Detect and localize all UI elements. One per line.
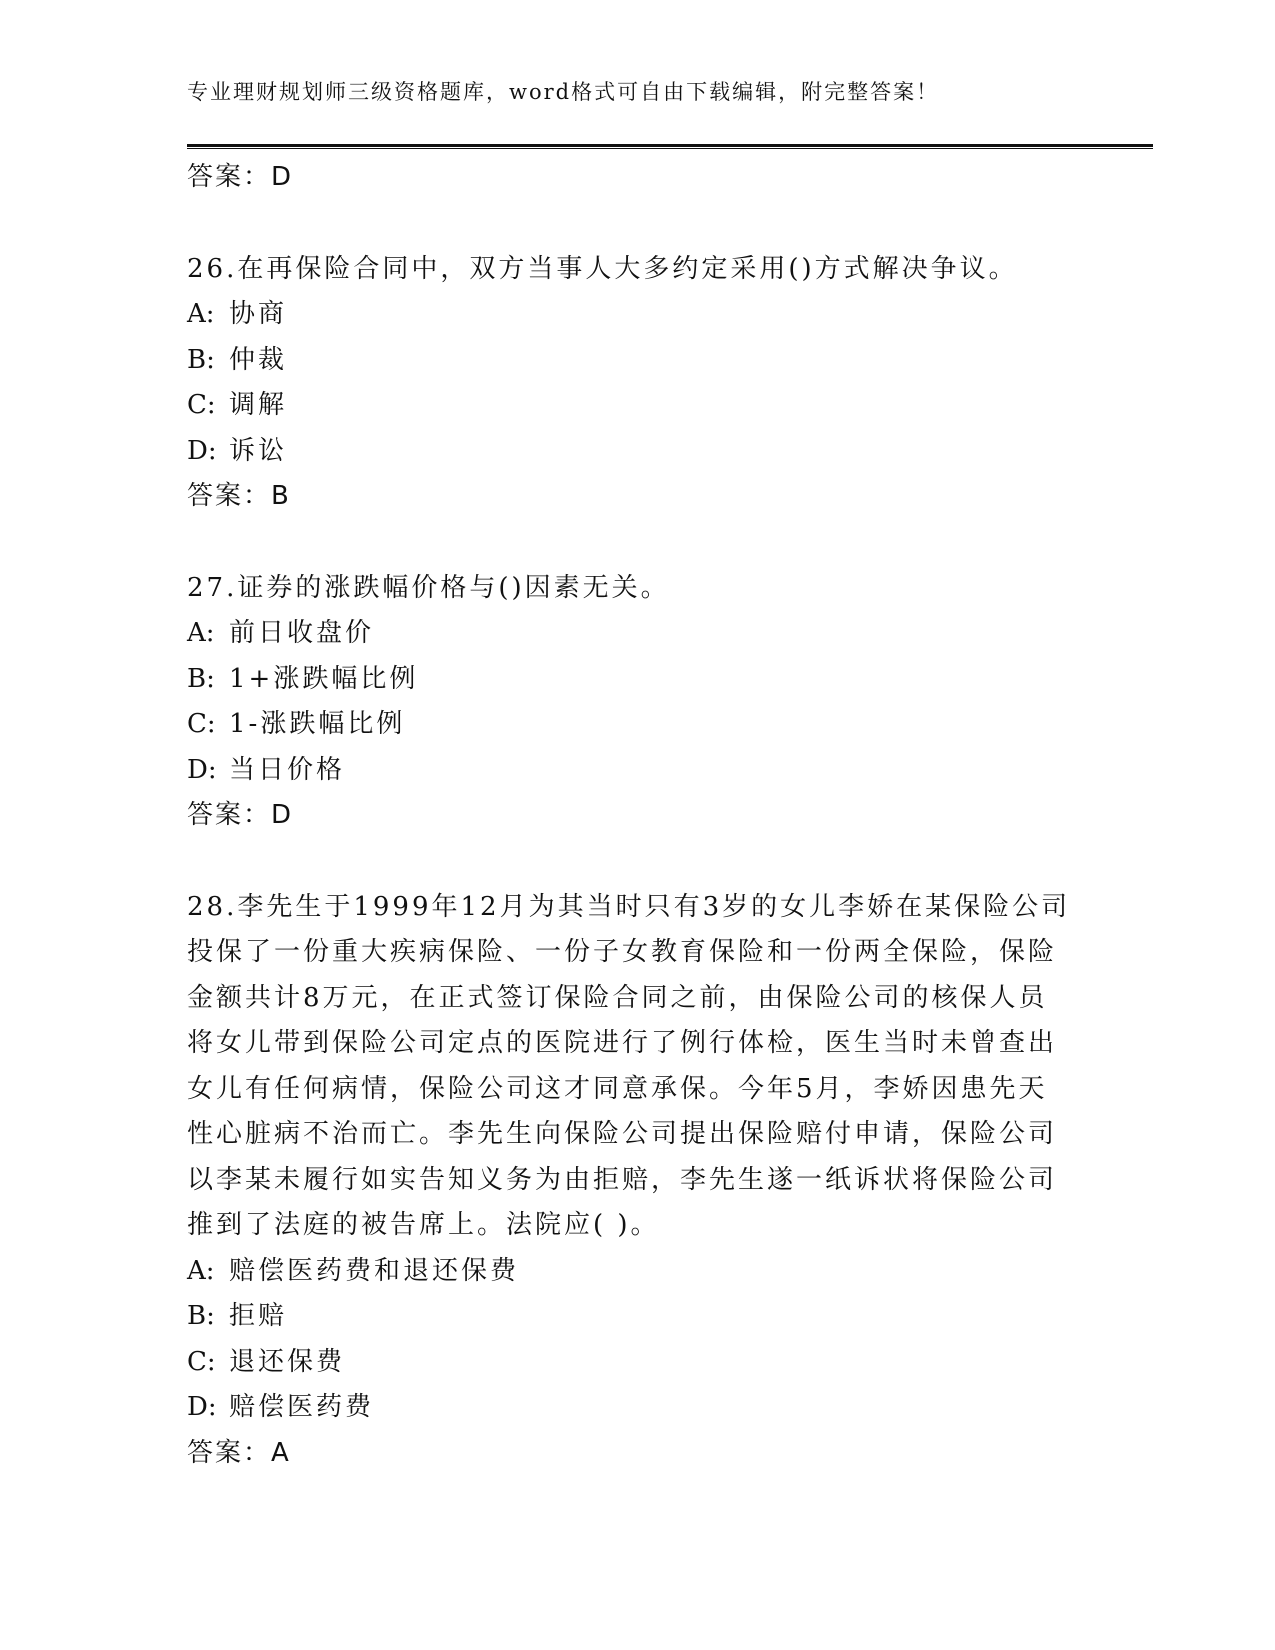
option-c bbox=[187, 383, 1087, 429]
option-c bbox=[187, 702, 1087, 748]
option-a bbox=[187, 292, 1087, 338]
option-a bbox=[187, 611, 1087, 657]
previous-answer: 答案：D bbox=[187, 162, 294, 192]
header-divider bbox=[187, 144, 1153, 149]
option-letter: C: bbox=[187, 390, 216, 420]
question-stem: 性心脏病不治而亡。李先生向保险公司提出保险赔付申请，保险公司 bbox=[187, 1119, 1058, 1149]
option-b bbox=[187, 657, 1087, 703]
option-text: 诉讼 bbox=[229, 435, 288, 466]
question-stem: 投保了一份重大疾病保险、一份子女教育保险和一份两全保险，保险 bbox=[187, 937, 1058, 967]
option-letter: B: bbox=[187, 1301, 215, 1331]
question-stem: 推到了法庭的被告席上。法院应( )。 bbox=[187, 1210, 660, 1240]
option-text: 仲裁 bbox=[229, 344, 288, 375]
answer-line: 答案：B bbox=[187, 481, 291, 511]
question-26 bbox=[187, 247, 1087, 520]
option-text: 退还保费 bbox=[229, 1346, 346, 1377]
question-27 bbox=[187, 566, 1087, 839]
option-text: 拒赔 bbox=[229, 1301, 288, 1331]
option-c bbox=[187, 1340, 1087, 1386]
option-letter: C: bbox=[187, 709, 216, 739]
option-letter: B: bbox=[187, 344, 215, 375]
option-letter: D: bbox=[187, 435, 217, 466]
answer-line: 答案：D bbox=[187, 800, 294, 830]
option-letter: D: bbox=[187, 1392, 217, 1422]
question-stem: 以李某未履行如实告知义务为由拒赔，李先生遂一纸诉状将保险公司 bbox=[187, 1164, 1058, 1195]
question-stem: 将女儿带到保险公司定点的医院进行了例行体检，医生当时未曾查出 bbox=[187, 1028, 1058, 1058]
option-letter: C: bbox=[187, 1346, 216, 1377]
option-text: 调解 bbox=[229, 390, 288, 420]
option-d bbox=[187, 429, 1087, 475]
option-a bbox=[187, 1249, 1087, 1295]
option-d bbox=[187, 748, 1087, 794]
option-letter: A: bbox=[187, 618, 215, 648]
option-text: 协商 bbox=[229, 299, 288, 329]
option-text: 赔偿医药费 bbox=[229, 1392, 375, 1422]
option-text: 前日收盘价 bbox=[229, 618, 375, 648]
question-stem: 27.证券的涨跌幅价格与()因素无关。 bbox=[187, 572, 670, 603]
question-stem: 金额共计8万元，在正式签订保险合同之前，由保险公司的核保人员 bbox=[187, 982, 1048, 1013]
option-text: 1-涨跌幅比例 bbox=[229, 709, 406, 739]
option-text: 赔偿医药费和退还保费 bbox=[229, 1255, 520, 1286]
option-text: 1+涨跌幅比例 bbox=[229, 663, 419, 694]
option-letter: B: bbox=[187, 663, 215, 694]
option-text: 当日价格 bbox=[229, 754, 346, 785]
option-letter: D: bbox=[187, 754, 217, 785]
option-d bbox=[187, 1385, 1087, 1431]
option-b bbox=[187, 1294, 1087, 1340]
question-stem: 28.李先生于1999年12月为其当时只有3岁的女儿李娇在某保险公司 bbox=[187, 891, 1071, 922]
option-b bbox=[187, 338, 1087, 384]
document-body bbox=[187, 155, 1087, 1476]
answer-line: 答案：A bbox=[187, 1437, 291, 1468]
question-28 bbox=[187, 885, 1087, 1477]
question-stem: 26.在再保险合同中，双方当事人大多约定采用()方式解决争议。 bbox=[187, 253, 1018, 284]
question-stem: 女儿有任何病情，保险公司这才同意承保。今年5月，李娇因患先天 bbox=[187, 1073, 1048, 1104]
option-letter: A: bbox=[187, 299, 215, 329]
page-header: 专业理财规划师三级资格题库，word格式可自由下载编辑，附完整答案！ bbox=[187, 80, 940, 104]
option-letter: A: bbox=[187, 1255, 215, 1286]
